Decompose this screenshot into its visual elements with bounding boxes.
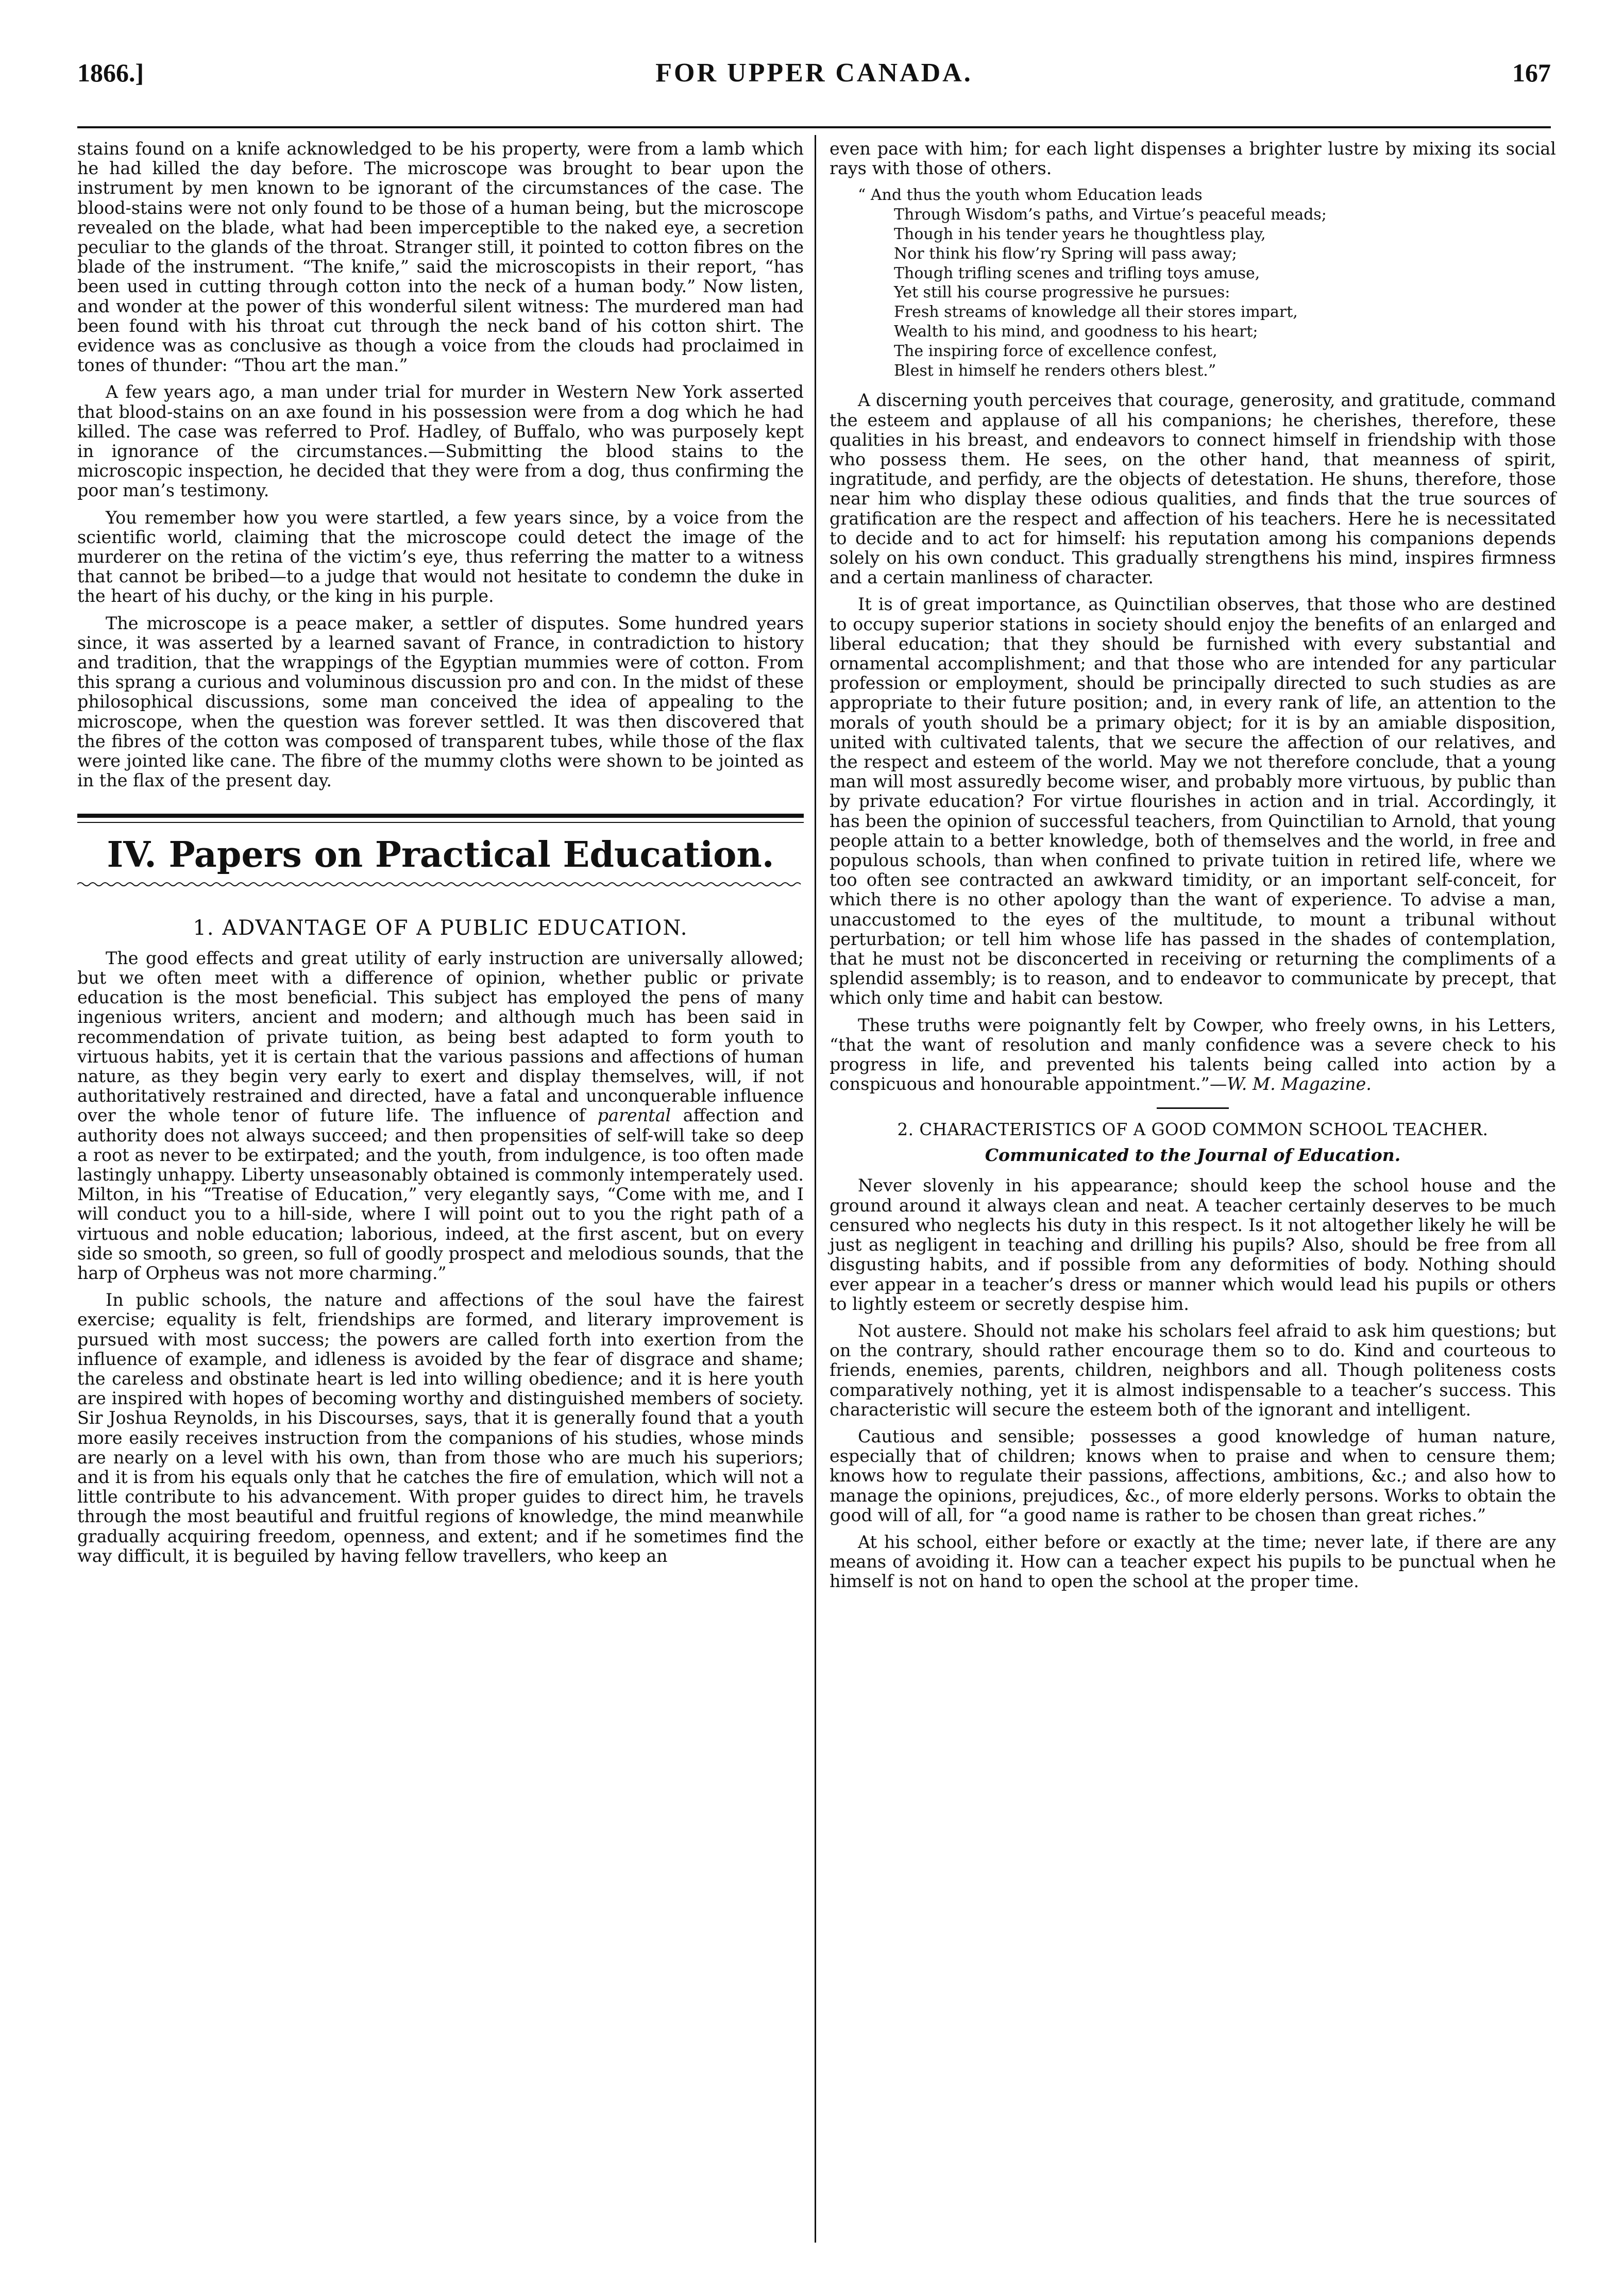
paragraph: Not austere. Should not make his scholars feel afraid to ask him questions; but on the contrary, should rather encourage them so to do. Kind and courteous to friends, enemies, parents, children, neighbors and all. Though politeness costs comparatively nothing, yet it is almost indispensable to a teacher’s success. This characteristic will secure the esteem both of the ignorant and intelligent. [830, 1320, 1556, 1420]
header-title: FOR UPPER CANADA. [655, 58, 973, 88]
article-byline: Communicated to the Journal of Education. [985, 1145, 1401, 1166]
paragraph: The microscope is a peace maker, a settler of disputes. Some hundred years since, it was asserted by a learned savant of France, in contradiction to history and tradition, that the wrappings of the Egyptian mummies were of cotton. From this sprang a curious and voluminous discussion pro and con. In the midst of these philosophical discussions, some man conceived the idea of appealing to the microscope, when the question was forever settled. It was then discovered that the fibres of the cotton was composed of transparent tubes, while those of the flax were jointed like cane. The fibre of the mummy cloths were shown to be jointed as in the flax of the present day. [77, 613, 804, 791]
poem-line: Through Wisdom’s paths, and Virtue’s peaceful meads; [894, 206, 1327, 224]
source-attribution: W. M. Magazine. [1227, 1074, 1372, 1095]
wavy-rule [77, 881, 804, 888]
poem-line: Fresh streams of knowledge all their stores impart, [894, 303, 1298, 322]
paragraph: The good effects and great utility of early instruction are universally allowed; but we often meet with a difference of opinion, whether public or private education is the most beneficial. This subject has employed the pens of many ingenious writers, ancient and modern; and although much has been said in recommendation of private tuition, as being best adapted to form youth to virtuous habits, yet it is certain that the various passions and affections of human nature, as they begin very early to exert and display themselves, will, if not authoritatively restrained and directed, have a fatal and unconquerable influence over the whole tenor of future life. The influence of parental affection and authority does not always succeed; and then propensities of self-will take so deep a root as never to be extirpated; and the youth, from indulgence, is too often made lastingly unhappy. Liberty unseasonably obtained is commonly intemperately used. Milton, in his “Treatise of Education,” very elegantly says, “Come with me, and I will conduct you to a hill-side, where I will point out to you the right path of a virtuous and noble education; laborious, indeed, at the first ascent, but on every side so smooth, so green, so full of goodly prospect and melodious sounds, that the harp of Orpheus was not more charming.” [77, 948, 804, 1283]
poem-line: “ And thus the youth whom Education leads [858, 186, 1203, 205]
paragraph: Never slovenly in his appearance; should keep the school house and the ground around it always clean and neat. A teacher certainly deserves to be much censured who neglects his duty in this respect. Is it not altogether likely he will be just as negligent in teaching and drilling his pupils? Also, should be free from all disgusting habits, and if possible from any deformities of body. Nothing should ever appear in a teacher’s dress or manner which would lead his pupils or others to lightly esteem or secretly despise him. [830, 1175, 1556, 1314]
article-title: 1. ADVANTAGE OF A PUBLIC EDUCATION. [193, 916, 688, 940]
poem-line: The inspiring force of excellence confest, [894, 342, 1217, 360]
header-rule [77, 126, 1551, 128]
paragraph: A discerning youth perceives that courage, generosity, and gratitude, command the esteem and applause of all his companions; he cherishes, therefore, these qualities in his breast, and endeavors to connect himself in friendship with those who possess them. He sees, on the other hand, that meanness of spirit, ingratitude, and perfidy, are the objects of detestation. He shuns, therefore, those near him who display these odious qualities, and finds that the true sources of gratification are the respect and affection of his teachers. Here he is necessitated to decide and to act for himself: his reputation among his companions depends solely on his own conduct. This gradually strengthens his mind, inspires firmness and a certain manliness of character. [830, 390, 1556, 588]
paragraph: Cautious and sensible; possesses a good knowledge of human nature, especially that of children; knows when to praise and when to censure them; knows how to regulate their passions, affections, ambitions, &c.; and also how to manage the opinions, prejudices, &c., of more elderly persons. Works to obtain the good will of all, for “a good name is rather to be chosen than great riches.” [830, 1426, 1556, 1525]
poem-line: Though in his tender years he thoughtless play, [894, 225, 1266, 243]
poem-line: Though trifling scenes and trifling toys amuse, [894, 264, 1260, 282]
column-divider [815, 135, 816, 2243]
header-page-number: 167 [1512, 58, 1551, 87]
paragraph: It is of great importance, as Quinctilian observes, that those who are destined to occupy superior stations in society should enjoy the benefits of an enlarged and liberal education; that they should be furnished with every substantial and ornamental accomplishment; and that those who are intended for any particular profession or employment, should be principally directed to such studies as are appropriate to their future position; and, in every rank of life, an attention to the morals of youth should be a primary object; for it is by an amiable disposition, united with cultivated talents, that we secure the affection of our relatives, and the respect and esteem of the world. May we not therefore conclude, that a young man will most assuredly become wiser, and probably more virtuous, by public than by private education? For virtue flourishes in action and in trial. Accordingly, it has been the opinion of successful teachers, from Quinctilian to Arnold, that young people attain to a better knowledge, both of themselves and the world, in free and populous schools, than when confined to private tuition in retired life, where we too often see contracted an awkward timidity, or an important self-conceit, for which there is no other apology than the want of experience. To advise a man, unaccustomed to the eyes of the multitude, to mount a tribunal without perturbation; or tell him whose life has passed in the shades of contemplation, that he must not be disconcerted in receiving or returning the compliments of a splendid assembly; is to reason, and to endeavor to communicate by precept, that which only time and habit can bestow. [830, 594, 1556, 1008]
paragraph: A few years ago, a man under trial for murder in Western New York asserted that blood-stains on an axe found in his possession were from a dog which he had killed. The case was referred to Prof. Hadley, of Buffalo, who was purposely kept in ignorance of the circumstances.—Submitting the blood stains to the microscopic inspection, he decided that they were from a dog, thus confirming the poor man’s testimony. [77, 382, 804, 501]
section-double-rule [77, 814, 804, 823]
poem-line: Yet still his course progressive he pursues: [894, 283, 1230, 302]
poem [858, 186, 1556, 380]
header-year: 1866.] [77, 58, 144, 87]
right-column [830, 139, 1556, 1599]
left-column [77, 139, 804, 1573]
article-title: 2. CHARACTERISTICS OF A GOOD COMMON SCHOOL TEACHER. [897, 1120, 1488, 1140]
poem-line: Nor think his flow’ry Spring will pass away; [894, 244, 1237, 263]
paragraph: You remember how you were startled, a few years since, by a voice from the scientific world, claiming that the microscope could detect the image of the murderer on the retina of the victim’s eye, thus referring the matter to a witness that cannot be bribed—to a judge that would not hesitate to condemn the duke in the heart of his duchy, or the king in his purple. [77, 507, 804, 607]
section-heading: IV. Papers on Practical Education. [107, 834, 774, 875]
poem-line: Blest in himself he renders others blest.” [894, 361, 1216, 380]
paragraph: These truths were poignantly felt by Cowper, who freely owns, in his Letters, “that the want of resolution and manly confidence was a severe check to his progress in life, and prevented his talents being called into action by a conspicuous and honourable appointment.”—W. M. Magazine. [830, 1015, 1556, 1095]
page-header [77, 58, 1551, 114]
article-separator [1157, 1107, 1229, 1109]
paragraph: At his school, either before or exactly at the time; never late, if there are any means of avoiding it. How can a teacher expect his pupils to be punctual when he himself is not on hand to open the school at the proper time. [830, 1531, 1556, 1592]
paragraph: In public schools, the nature and affections of the soul have the fairest exercise; equality is felt, friendships are formed, and literary improvement is pursued with most success; the powers are called forth into exertion from the influence of example, and idleness is avoided by the fear of disgrace and shame; the careless and obstinate heart is led into willing obedience; and it is here youth are inspired with hopes of becoming worthy and distinguished members of society. Sir Joshua Reynolds, in his Discourses, says, that it is generally found that a youth more easily receives instruction from the companions of his studies, whose minds are nearly on a level with his own, than from those who are much his superiors; and it is from his equals only that he catches the fire of emulation, which will not a little contribute to his advancement. With proper guides to direct him, he travels through the most beautiful and fruitful regions of knowledge, the mind meanwhile gradually acquiring freedom, openness, and extent; and if he sometimes find the way difficult, it is beguiled by having fellow travellers, who keep an [77, 1290, 804, 1566]
paragraph: stains found on a knife acknowledged to be his property, were from a lamb which he had killed the day before. The microscope was brought to bear upon the instrument by men known to be ignorant of the circumstances of the case. The blood-stains were not only found to be those of a human being, but the microscope revealed on the blade, what had been imperceptible to the naked eye, a secretion peculiar to the glands of the throat. Stranger still, it pointed to cotton fibres on the blade of the instrument. “The knife,” said the microscopists in their report, “has been used in cutting through cotton into the neck of a human body.” Now listen, and wonder at the power of this wonderful silent witness: The murdered man had been found with his throat cut through the neck band of his cotton shirt. The evidence was as conclusive as though a voice from the clouds had proclaimed in tones of thunder: “Thou art the man.” [77, 139, 804, 376]
paragraph: even pace with him; for each light dispenses a brighter lustre by mixing its social rays with those of others. [830, 139, 1556, 179]
poem-line: Wealth to his mind, and goodness to his heart; [894, 322, 1258, 341]
